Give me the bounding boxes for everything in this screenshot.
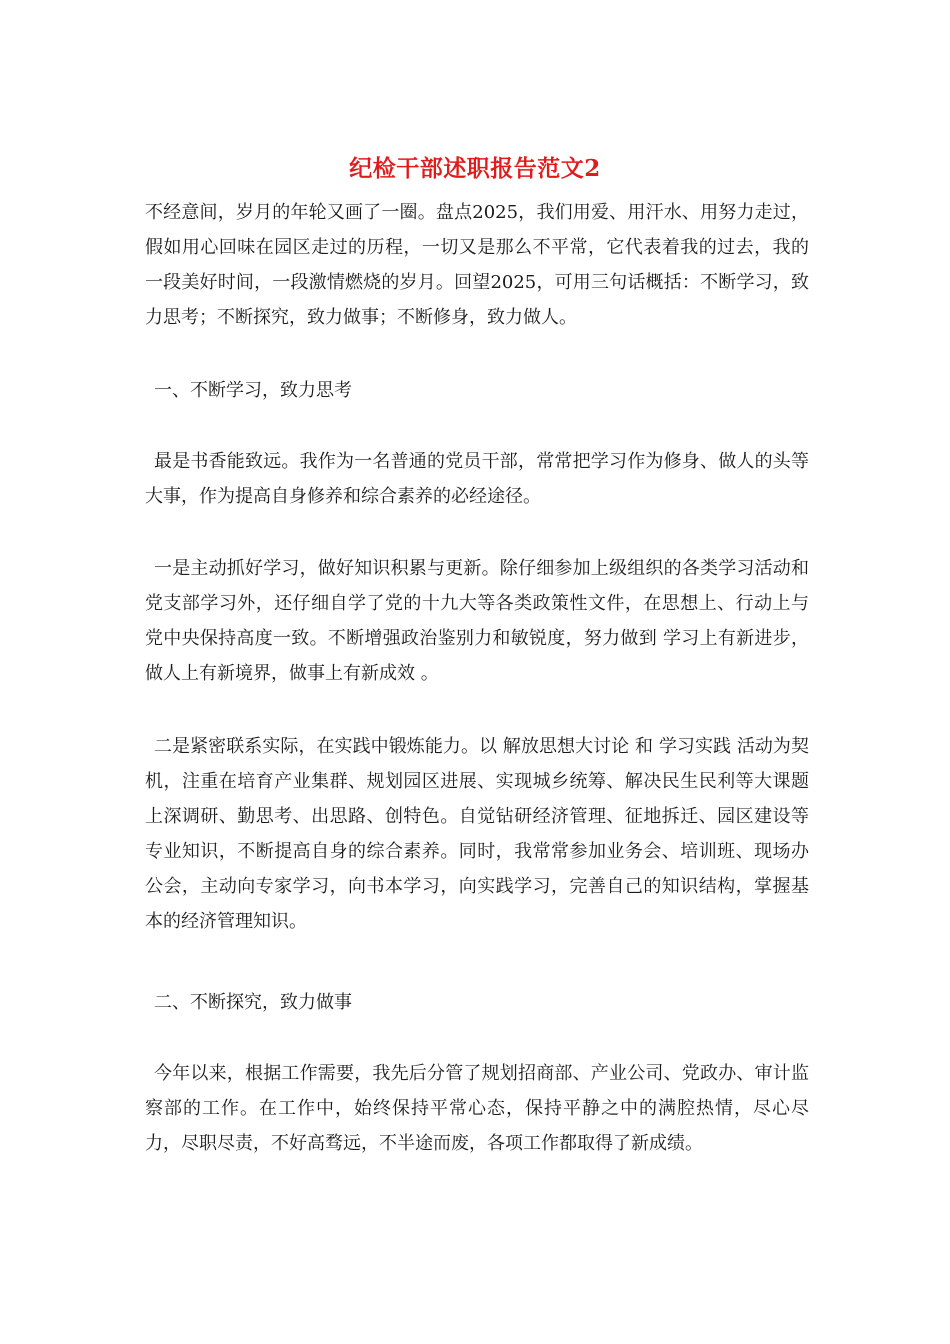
paragraph-intro: 不经意间，岁月的年轮又画了一圈。盘点2025，我们用爱、用汗水、用努力走过，假如用心回味在园区走过的历程，一切又是那么不平常，它代表着我的过去，我的一段美好时间，一段激情燃烧的岁月。回望2025，可用三句话概括：不断学习，致力思考；不断探究，致力做事；不断修身，致力做人。	[145, 202, 809, 328]
paragraph-reading: 最是书香能致远。我作为一名普通的党员干部，常常把学习作为修身、做人的头等大事，作为提高自身修养和综合素养的必经途径。	[145, 451, 809, 507]
section-heading-2: 二、不断探究，致力做事	[154, 992, 352, 1013]
document-title: 纪检干部述职报告范文2	[349, 155, 601, 182]
paragraph-work: 今年以来，根据工作需要，我先后分管了规划招商部、产业公司、党政办、审计监察部的工作。在工作中，始终保持平常心态，保持平静之中的满腔热情，尽心尽力，尽职尽责，不好高骛远，不半途而废，各项工作都取得了新成绩。	[145, 1063, 809, 1154]
section-heading-1: 一、不断学习，致力思考	[154, 380, 352, 401]
paragraph-study: 一是主动抓好学习，做好知识积累与更新。除仔细参加上级组织的各类学习活动和党支部学习外，还仔细自学了党的十九大等各类政策性文件，在思想上、行动上与党中央保持高度一致。不断增强政治鉴别力和敏锐度，努力做到 学习上有新进步，做人上有新境界，做事上有新成效 。	[145, 558, 809, 684]
paragraph-practice: 二是紧密联系实际，在实践中锻炼能力。以 解放思想大讨论 和 学习实践 活动为契机，注重在培育产业集群、规划园区进展、实现城乡统筹、解决民生民利等大课题上深调研、勤思考、出思路、创特色。自觉钻研经济管理、征地拆迁、园区建设等专业知识，不断提高自身的综合素养。同时，我常常参加业务会、培训班、现场办公会，主动向专家学习，向书本学习，向实践学习，完善自己的知识结构，掌握基本的经济管理知识。	[145, 736, 809, 932]
